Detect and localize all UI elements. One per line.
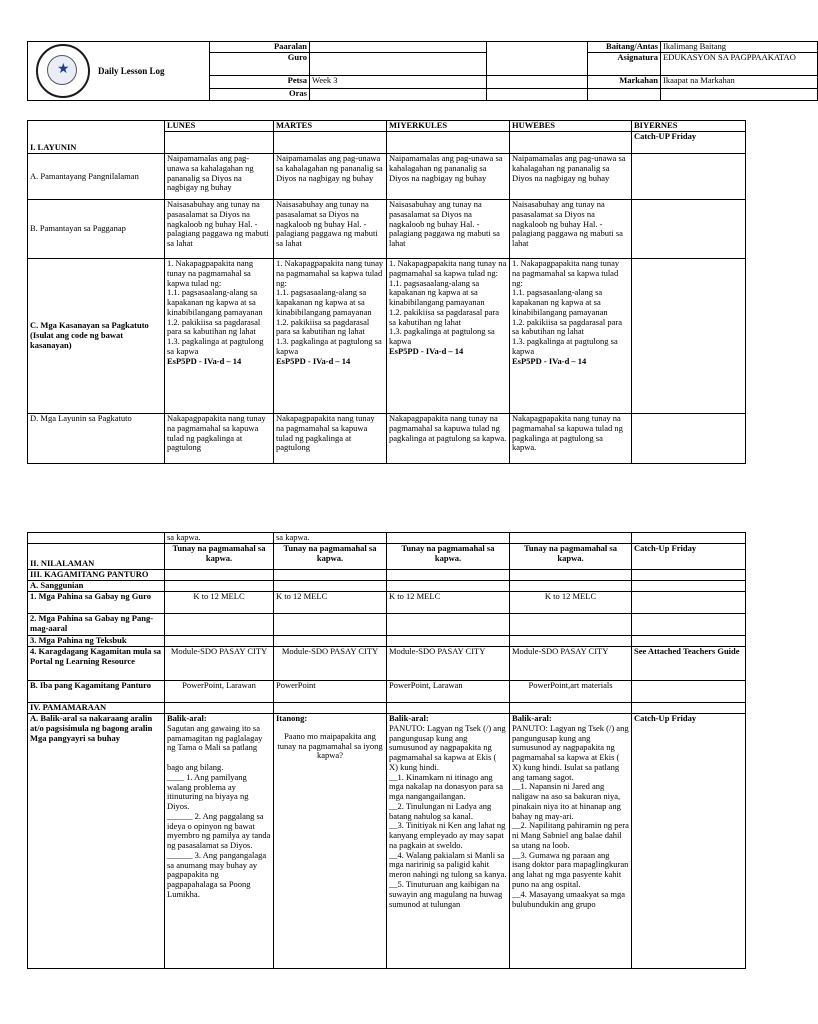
d-text-lunes: Nakapagpapakita nang tunay na pagmamahal sa kapuwa tulad ng pagkalinga at pagtulong [165, 414, 274, 464]
nilalaman-heading: II. NILALAMAN [28, 544, 165, 570]
pamantayang-pangnilalaman-label: A. Pamantayang Pangnilalaman [28, 154, 165, 200]
iba-pang-kagamitan-label: B. Iba pang Kagamitang Panturo [28, 681, 165, 703]
doc-title: Daily Lesson Log [98, 65, 165, 76]
nilalaman-huwebes: Tunay na pagmamahal sa kapwa. [510, 544, 632, 570]
baitang-value: Ikalimang Baitang [661, 42, 818, 53]
sanggunian-heading: A. Sanggunian [28, 581, 165, 592]
deped-seal-icon: ★ [36, 44, 90, 98]
a-text-lunes: Naipamamalas ang pag-unawa sa kahalagahan ng pananalig sa Diyos na nagbigay ng buhay [165, 154, 274, 200]
nilalaman-miyerkules: Tunay na pagmamahal sa kapwa. [387, 544, 510, 570]
melc-huwebes: K to 12 MELC [510, 592, 632, 614]
karagdagang-kagamitan-label: 4. Karagdagang Kagamitan mula sa Portal ng Learning Resource [28, 647, 165, 681]
baitang-label: Baitang/Antas [588, 42, 661, 53]
lesson-table-content [27, 532, 746, 969]
melc-lunes: K to 12 MELC [165, 592, 274, 614]
kasanayan-lunes: 1. Nakapagpapakita nang tunay na pagmamahal sa kapwa tulad ng: 1.1. pagsasaalang-alang sa kapakanan ng kapwa at sa kinabibilangang pamayanan 1.2. pakikiisa sa pagdarasal para sa kabutihan ng lahat 1.3. pagkalinga at pagtulong sa kapwa EsP5PD - IVa-d – 14 [165, 259, 274, 414]
gabay-guro-label: 1. Mga Pahina sa Gabay ng Guro [28, 592, 165, 614]
day-header-martes: MARTES [274, 121, 387, 132]
day-header-miyerkules: MIYERKULES [387, 121, 510, 132]
paaralan-value [310, 42, 487, 53]
kasanayan-martes: 1. Nakapagpapakita nang tunay na pagmamahal sa kapwa tulad ng: 1.1. pagsasaalang-alang sa kapakanan ng kapwa at sa kinabibilangang pamayanan 1.2. pakikiisa sa pagdarasal para sa kabutihan ng lahat 1.3. pagkalinga at pagtulong sa kapwa EsP5PD - IVa-d – 14 [274, 259, 387, 414]
melc-martes: K to 12 MELC [274, 592, 387, 614]
day-header-biyernes: BIYERNES [632, 121, 746, 132]
materials-lunes: PowerPoint, Larawan [165, 681, 274, 703]
d-text-miyerkules: Nakapagpapakita nang tunay na pagmamahal sa kapuwa tulad ng pagkalinga at pagtulong sa kapwa. [387, 414, 510, 464]
guro-label: Guro [210, 53, 310, 76]
guro-value [310, 53, 487, 76]
lesson-table-objectives [27, 120, 746, 464]
b-text-martes: Naisasabuhay ang tunay na pasasalamat sa Diyos na nagkaloob ng buhay Hal. - palagiang paggawa ng mabuti sa lahat [274, 200, 387, 259]
catchup-friday-1: Catch-UP Friday [632, 132, 746, 154]
paaralan-label: Paaralan [210, 42, 310, 53]
pamamaraan-heading: IV. PAMAMARAAN [28, 703, 165, 714]
markahan-label: Markahan [588, 76, 661, 88]
oras-label: Oras [210, 88, 310, 100]
b-text-lunes: Naisasabuhay ang tunay na pasasalamat sa Diyos na nagkaloob ng buhay Hal. - palagiang paggawa ng mabuti sa lahat [165, 200, 274, 259]
asignatura-value: EDUKASYON SA PAGPPAAKATAO [661, 53, 818, 76]
kagamitan-heading: III. KAGAMITANG PANTURO [28, 570, 165, 581]
day-header-lunes: LUNES [165, 121, 274, 132]
pamantayan-pagganap-label: B. Pamantayan sa Pagganap [28, 200, 165, 259]
oras-value [310, 88, 487, 100]
catchup-friday-2: Catch-Up Friday [632, 544, 746, 570]
kasanayan-label: C. Mga Kasanayan sa Pagkatuto (Isulat ang code ng bawat kasanayan) [28, 259, 165, 414]
layunin-pagkatuto-label: D. Mga Layunin sa Pagkatuto [28, 414, 165, 464]
nilalaman-martes: Tunay na pagmamahal sa kapwa. [274, 544, 387, 570]
procedure-miyerkules: Balik-aral: PANUTO: Lagyan ng Tsek (/) ang pangungusap kung ang sumusunod ay nagpapakita ng pagmamahal sa kapwa at Ekis ( X) kung hindi. __1. Kinamkam ni itinago ang mga nakalap na donasyon para sa mga nangangailangan. __2. Tinulungan ni Ladya ang batang nahulog sa kanal. __3. Tinitiyak ni Ken ang lahat ng kanyang empleyado ay may sapat na pagkain at sweldo. __4. Walang pakialam si Manli sa mga naririnig sa paligid kahit meron nahingi ng tulong sa kanya. __5. Tinuturuan ang kaibigan na suwayin ang magulang na huwag sumunod at tulungan [387, 714, 510, 969]
kasanayan-miyerkules: 1. Nakapagpapakita nang tunay na pagmamahal sa kapwa tulad ng: 1.1. pagsasaalang-alang sa kapakanan ng kapwa at sa kinabibilangang pamayanan 1.2. pakikiisa sa pagdarasal para sa kabutihan ng lahat 1.3. pagkalinga at pagtulong sa kapwa EsP5PD - IVa-d – 14 [387, 259, 510, 414]
b-text-huwebes: Naisasabuhay ang tunay na pasasalamat sa Diyos na nagkaloob ng buhay Hal. - palagiang paggawa ng mabuti sa lahat [510, 200, 632, 259]
markahan-value: Ikaapat na Markahan [661, 76, 818, 88]
procedure-huwebes: Balik-aral: PANUTO: Lagyan ng Tsek (/) ang pangungusap kung ang sumusunod ay nagpapakita ng pagmamahal sa kapwa at Ekis ( X) kung hindi. Isulat sa patlang ang tamang sagot. __1. Napansin ni Jared ang naligaw na aso sa bakuran niya, pinakain niya ito at hinanap ang bahay ng may-ari. __2. Napilitang pahiramin ng pera ni Mang Sabniel ang balae dahil sa utang na loob. __3. Gumawa ng paraan ang isang doktor para mapaglingkuran ang lahat ng mga pasyente kahit puno na ang ospital. __4. Masayang umaakyat sa mga bulubundukin ang grupo [510, 714, 632, 969]
a-text-huwebes: Naipamamalas ang pag-unawa sa kahalagahan ng pananalig sa Diyos na nagbigay ng buhay [510, 154, 632, 200]
header-table-wrap [27, 41, 796, 101]
materials-miyerkules: PowerPoint, Larawan [387, 681, 510, 703]
materials-huwebes: PowerPoint,art materials [510, 681, 632, 703]
melc-miyerkules: K to 12 MELC [387, 592, 510, 614]
b-text-miyerkules: Naisasabuhay ang tunay na pasasalamat sa Diyos na nagkaloob ng buhay Hal. - palagiang paggawa ng mabuti sa lahat [387, 200, 510, 259]
module-miyerkules: Module-SDO PASAY CITY [387, 647, 510, 681]
module-huwebes: Module-SDO PASAY CITY [510, 647, 632, 681]
balik-aral-label: A. Balik-aral sa nakaraang aralin at/o pagsisimula ng bagong aralin Mga pangyayri sa buhay [28, 714, 165, 969]
module-martes: Module-SDO PASAY CITY [274, 647, 387, 681]
d-text-huwebes: Nakapagpapakita nang tunay na pagmamahal sa kapuwa tulad ng pagkalinga at pagtulong sa kapwa. [510, 414, 632, 464]
layunin-heading: I. LAYUNIN [28, 132, 165, 154]
kasanayan-huwebes: 1. Nakapagpapakita nang tunay na pagmamahal sa kapwa tulad ng: 1.1. pagsasaalang-alang sa kapakanan ng kapwa at sa kinabibilangang pamayanan 1.2. pakikiisa sa pagdarasal para sa kabutihan ng lahat 1.3. pagkalinga at pagtulong sa kapwa EsP5PD - IVa-d – 14 [510, 259, 632, 414]
catchup-friday-3: Catch-Up Friday [632, 714, 746, 969]
nilalaman-lunes: Tunay na pagmamahal sa kapwa. [165, 544, 274, 570]
carry-martes: sa kapwa. [274, 533, 387, 544]
gabay-mag-aaral-label: 2. Mga Pahina sa Gabay ng Pang-mag-aaral [28, 614, 165, 636]
procedure-lunes: Balik-aral: Sagutan ang gawaing ito sa pamamagitan ng paglalagay ng Tama o Mali sa patlang bago ang bilang. ____ 1. Ang pamilyang walang problema ay itinuturing na biyaya ng Diyos. ______ 2. Ang paggalang sa ideya o opinyon ng bawat myembro ng pamilya ay tanda ng pasasalamat sa Diyos. ______ 3. Ang pangangalaga sa anumang may buhay ay pagpapakita ng pagpapahalaga sa Poong Lumikha. [165, 714, 274, 969]
a-text-martes: Naipamamalas ang pag-unawa sa kahalagahan ng pananalig sa Diyos na nagbigay ng buhay [274, 154, 387, 200]
a-text-miyerkules: Naipamamalas ang pag-unawa sa kahalagahan ng pananalig sa Diyos na nagbigay ng buhay [387, 154, 510, 200]
carry-lunes: sa kapwa. [165, 533, 274, 544]
day-header-huwebes: HUWEBES [510, 121, 632, 132]
header-table [27, 41, 818, 101]
d-text-martes: Nakapagpapakita nang tunay na pagmamahal sa kapuwa tulad ng pagkalinga at pagtulong [274, 414, 387, 464]
see-attached-guide: See Attached Teachers Guide [632, 647, 746, 681]
procedure-martes: Itanong: Paano mo maipapakita ang tunay na pagmamahal sa iyong kapwa? [274, 714, 387, 969]
petsa-label: Petsa [210, 76, 310, 88]
teksbuk-label: 3. Mga Pahina ng Teksbuk [28, 636, 165, 647]
petsa-value: Week 3 [310, 76, 487, 88]
module-lunes: Module-SDO PASAY CITY [165, 647, 274, 681]
materials-martes: PowerPoint [274, 681, 387, 703]
asignatura-label: Asignatura [588, 53, 661, 76]
logo-cell [28, 42, 210, 101]
